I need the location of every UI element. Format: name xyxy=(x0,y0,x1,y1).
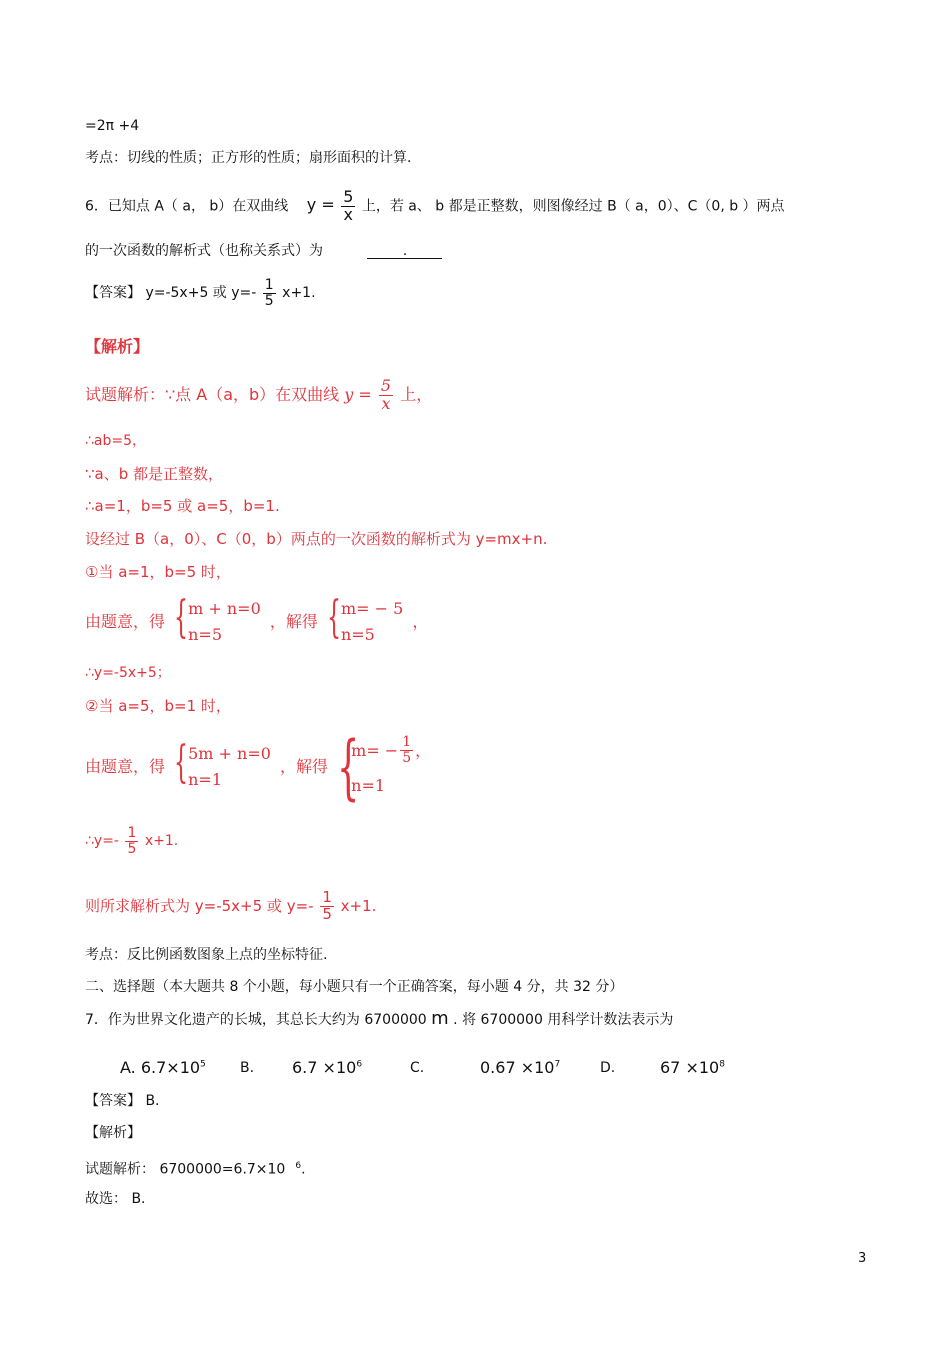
option-c-times: ×10 xyxy=(520,1058,555,1077)
solution-1-fraction xyxy=(379,378,393,413)
solution-line-10 xyxy=(85,726,435,808)
brace-icon: { xyxy=(174,592,189,643)
brace-icon: { xyxy=(337,726,360,808)
solution-12-fraction xyxy=(320,890,334,923)
question-7-line xyxy=(85,1010,673,1029)
solution-line-5: 设经过 B（a，0）、C（0，b）两点的一次函数的解析式为 y=mx+n. xyxy=(85,530,548,548)
solution-11-fraction-num: 1 xyxy=(127,825,137,841)
option-c-exponent: 7 xyxy=(554,1059,561,1070)
q6-fraction-den: x xyxy=(343,204,354,224)
question-6-line-1 xyxy=(85,189,785,224)
solution-7-exponent: 6 xyxy=(295,1161,302,1171)
equation-system-2-row-1: 5m + n=0 xyxy=(188,744,271,763)
solution-1-y: y = xyxy=(344,384,372,404)
solution-line-4: ∴a=1，b=5 或 a=5，b=1. xyxy=(85,497,280,515)
q6-answer-blank: . xyxy=(367,244,442,259)
option-d-times: ×10 xyxy=(685,1058,720,1077)
option-c-value: 0.67 xyxy=(480,1058,516,1077)
solution-1-text-a: 试题解析：∵点 A（a，b）在双曲线 xyxy=(85,384,340,404)
answer-6-text-a: 【答案】 y=-5x+5 或 y=- xyxy=(85,285,257,302)
option-b-letter[interactable]: B. xyxy=(240,1060,255,1076)
solution-1-text-b: 上， xyxy=(400,384,433,404)
solution-system-1-row-1: m= − 5 xyxy=(340,599,404,618)
page-number: 3 xyxy=(858,1251,867,1266)
section-2-heading: 二、选择题（本大题共 8 个小题，每小题只有一个正确答案，每小题 4 分，共 32 分） xyxy=(85,979,624,995)
q6-fraction-num: 5 xyxy=(343,187,354,206)
answer-6-text-b: x+1. xyxy=(282,285,316,302)
solution-7-text-c: ， xyxy=(412,612,429,631)
solution-7-end: . xyxy=(301,1161,306,1178)
q6-y: y = xyxy=(306,195,335,215)
solution-system-1 xyxy=(326,592,404,648)
solution-line-9: ②当 a=5，b=1 时， xyxy=(85,697,231,715)
solution-7-text-a: 由题意，得 xyxy=(85,612,166,631)
equation-system-2 xyxy=(174,737,271,793)
solution-system-2-row-1-text: m= − xyxy=(351,740,399,760)
q6-text-a: 6．已知点 A（ a， b）在双曲线 xyxy=(85,198,289,215)
analysis-title: 【解析】 xyxy=(85,337,150,356)
option-d-exponent: 8 xyxy=(719,1059,725,1070)
solution-10-text-b: ，解得 xyxy=(280,757,329,776)
equation-system-1-row-2: n=5 xyxy=(188,625,222,644)
option-a-value: A. 6.7 xyxy=(120,1058,167,1077)
solution-11-fraction-den: 5 xyxy=(127,840,137,857)
answer-6-fraction-den: 5 xyxy=(264,292,274,309)
option-c[interactable] xyxy=(480,1058,560,1077)
solution-7-line xyxy=(85,1157,306,1179)
solution-system-1-row-2: n=5 xyxy=(340,625,375,644)
option-d[interactable] xyxy=(660,1058,725,1077)
option-a[interactable] xyxy=(120,1058,206,1077)
solution-11-text-b: x+1. xyxy=(144,833,179,850)
equation-system-1-row-1: m + n=0 xyxy=(188,599,261,618)
question-7-text-a: 7．作为世界文化遗产的长城，其总长大约为 6700000 xyxy=(85,1012,427,1028)
answer-7-line: 【答案】 B. xyxy=(85,1093,160,1109)
option-b[interactable] xyxy=(292,1058,362,1077)
solution-1-fraction-num: 5 xyxy=(380,376,392,395)
text-line: =2π +4 xyxy=(85,118,140,134)
option-d-letter[interactable]: D. xyxy=(600,1060,616,1076)
question-7-unit: m xyxy=(431,1008,449,1029)
option-d-value: 67 xyxy=(660,1058,681,1077)
solution-7-text-b: ，解得 xyxy=(269,612,318,631)
kaodian-6-line: 考点：反比例函数图象上点的坐标特征. xyxy=(85,947,328,963)
solution-10-text-a: 由题意，得 xyxy=(85,757,166,776)
equation-system-1 xyxy=(174,592,261,648)
q6-text-b: 上，若 a、 b 都是正整数，则图像经过 B（ a，0）、C（0, b ）两点 xyxy=(361,198,785,215)
solution-system-2-fraction-den: 5 xyxy=(402,750,412,767)
choice-line: 故选： B. xyxy=(85,1191,146,1207)
q6-fraction xyxy=(341,189,355,224)
brace-icon: { xyxy=(326,592,341,643)
kaodian-line: 考点：切线的性质；正方形的性质；扇形面积的计算. xyxy=(85,150,412,166)
option-c-letter[interactable]: C. xyxy=(410,1060,425,1076)
option-b-value: 6.7 xyxy=(292,1058,318,1077)
solution-line-6: ①当 a=1，b=5 时， xyxy=(85,563,231,581)
solution-line-12 xyxy=(85,890,376,923)
solution-12-fraction-num: 1 xyxy=(322,888,332,906)
solution-system-2 xyxy=(337,726,432,808)
solution-system-2-row-1 xyxy=(351,735,431,765)
solution-line-2: ∴ab=5， xyxy=(85,433,147,449)
solution-line-11 xyxy=(85,826,178,856)
solution-line-7 xyxy=(85,592,429,648)
solution-line-3: ∵a、b 都是正整数， xyxy=(85,465,224,483)
solution-12-text-a: 则所求解析式为 y=-5x+5 或 y=- xyxy=(85,896,314,915)
option-a-times: ×10 xyxy=(166,1058,201,1077)
solution-12-text-b: x+1. xyxy=(340,896,377,915)
solution-11-fraction xyxy=(125,826,138,856)
answer-6-fraction-num: 1 xyxy=(264,277,274,293)
option-b-times: ×10 xyxy=(322,1058,357,1077)
solution-11-text-a: ∴y=- xyxy=(85,833,119,850)
option-b-exponent: 6 xyxy=(356,1059,363,1070)
solution-system-2-row-1-comma: ， xyxy=(415,740,432,760)
q6-text-c: 的一次函数的解析式（也称关系式）为 xyxy=(85,243,323,259)
answer-6-fraction xyxy=(263,278,276,308)
question-6-line-2 xyxy=(85,242,442,260)
solution-12-fraction-den: 5 xyxy=(322,904,332,923)
analysis-7-title: 【解析】 xyxy=(85,1125,141,1141)
answer-6-line xyxy=(85,278,316,308)
solution-line-8: ∴y=-5x+5； xyxy=(85,665,171,681)
question-7-text-b: . 将 6700000 用科学计数法表示为 xyxy=(453,1012,674,1028)
solution-7-text: 试题解析： 6700000=6.7×10 xyxy=(85,1161,286,1178)
solution-system-2-fraction-num: 1 xyxy=(402,734,412,751)
solution-line-1 xyxy=(85,378,432,413)
equation-system-2-row-2: n=1 xyxy=(188,770,222,789)
brace-icon: { xyxy=(174,737,189,788)
option-a-exponent: 5 xyxy=(200,1059,206,1070)
solution-1-fraction-den: x xyxy=(381,393,391,413)
solution-system-2-row-2: n=1 xyxy=(351,775,386,795)
solution-system-2-fraction xyxy=(400,735,413,765)
